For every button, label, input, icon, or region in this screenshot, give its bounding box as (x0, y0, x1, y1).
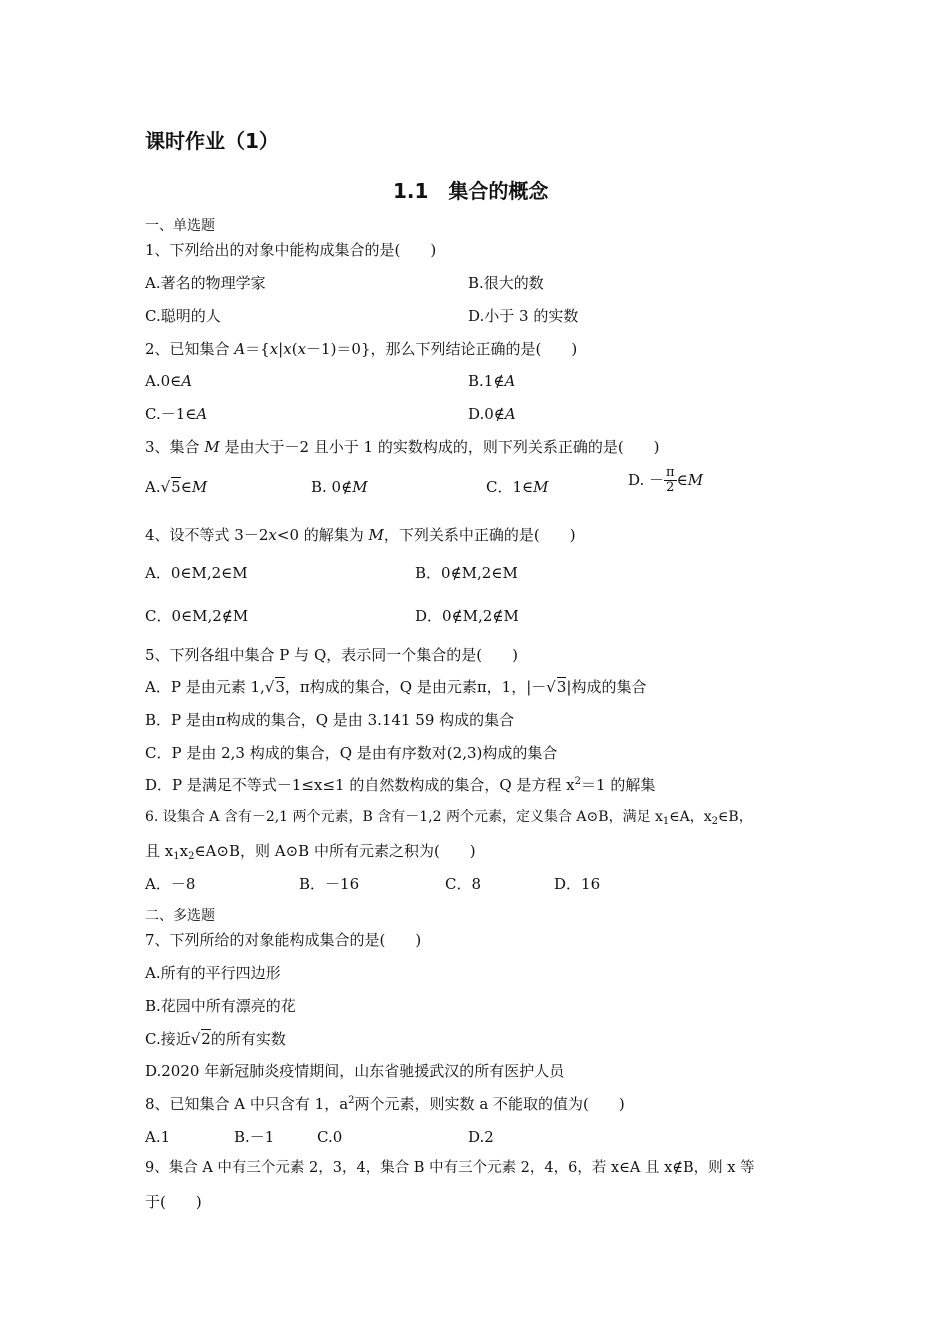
question-5-option-c: C．P 是由 2,3 构成的集合，Q 是由有序数对(2,3)构成的集合 (145, 744, 558, 762)
question-7-option-a: A.所有的平行四边形 (145, 964, 281, 982)
question-2-option-d: D.0∉A (468, 405, 516, 423)
question-2-option-b: B.1∉A (468, 372, 516, 390)
question-8-option-b: B.－1 (234, 1128, 275, 1146)
question-2-option-c: C.－1∈A (145, 405, 208, 423)
question-6-option-c: C．8 (445, 875, 482, 893)
question-3-option-c: C．1∈M (486, 478, 549, 496)
question-7-option-d: D.2020 年新冠肺炎疫情期间，山东省驰援武汉的所有医护人员 (145, 1062, 565, 1080)
question-6-stem-line-1: 6. 设集合 A 含有－2,1 两个元素，B 含有－1,2 两个元素，定义集合 A⊙B，满足 $x_1\in A$，$x_2\in B$， (145, 809, 753, 827)
question-9-stem-line-1: 9、集合 A 中有三个元素 2，3，4，集合 B 中有三个元素 2，4，6，若 x∈A 且 x∉B，则 x 等 (145, 1160, 755, 1176)
question-1-option-b: B.很大的数 (468, 274, 544, 292)
question-4-option-a: A．0∈M,2∈M (145, 564, 248, 582)
question-4-option-d: D．0∉M,2∉M (415, 607, 519, 625)
question-5-option-b: B．P 是由π构成的集合，Q 是由 3.141 59 构成的集合 (145, 711, 515, 729)
question-1-option-a: A.著名的物理学家 (145, 274, 266, 292)
question-8-option-a: A.1 (145, 1128, 171, 1146)
question-3-option-b: B. 0∉M (311, 478, 368, 496)
question-1-option-d: D.小于 3 的实数 (468, 307, 579, 325)
question-6-stem-line-2: 且 $x_1x_2\in A⊙B$，则 A⊙B 中所有元素之积为( ) (145, 842, 476, 862)
question-6-option-a: A．－8 (145, 875, 196, 893)
question-6-option-d: D．16 (554, 875, 601, 893)
question-8-option-c: C.0 (317, 1128, 343, 1146)
question-7-option-c: C.接近√2的所有实数 (145, 1030, 286, 1048)
question-5-option-a: A．P 是由元素 1,√3，π构成的集合，Q 是由元素π，1，|－√3|构成的集合 (145, 678, 647, 696)
question-3-option-a: A.√5∈M (145, 478, 208, 496)
question-1-stem: 1、下列给出的对象中能构成集合的是( ) (145, 241, 437, 259)
question-7-stem: 7、下列所给的对象能构成集合的是( ) (145, 931, 422, 949)
question-3-option-d: D. － $\frac{\pi}{2}$ ∈M (628, 465, 704, 495)
question-2-stem: 2、已知集合 A＝{x|x(x－1)＝0}，那么下列结论正确的是( ) (145, 340, 578, 358)
question-5-option-d: D．P 是满足不等式－1≤x≤1 的自然数构成的集合，Q 是方程 $x^2=1$ 的解集 (145, 776, 656, 794)
question-5-stem: 5、下列各组中集合 P 与 Q，表示同一个集合的是( ) (145, 646, 518, 664)
question-2-option-a: A.0∈A (145, 372, 193, 390)
question-8-option-d: D.2 (468, 1128, 494, 1146)
question-3-stem: 3、集合 M 是由大于－2 且小于 1 的实数构成的，则下列关系正确的是( ) (145, 438, 660, 456)
section-subtitle: 1.1 集合的概念 (393, 179, 549, 203)
section-heading-multi: 二、多选题 (145, 908, 215, 924)
question-4-option-b: B．0∉M,2∈M (415, 564, 518, 582)
question-7-option-b: B.花园中所有漂亮的花 (145, 997, 296, 1015)
page-title: 课时作业（1） (145, 129, 279, 153)
question-8-stem: 8、已知集合 A 中只含有 1，$a^2$两个元素，则实数 a 不能取的值为( ) (145, 1095, 625, 1113)
section-heading-single: 一、单选题 (145, 218, 215, 234)
question-4-option-c: C．0∈M,2∉M (145, 607, 249, 625)
question-1-option-c: C.聪明的人 (145, 307, 221, 325)
question-9-stem-line-2: 于( ) (145, 1193, 202, 1211)
question-6-option-b: B．－16 (299, 875, 360, 893)
question-4-stem: 4、设不等式 3－2x<0 的解集为 M，下列关系中正确的是( ) (145, 526, 576, 544)
